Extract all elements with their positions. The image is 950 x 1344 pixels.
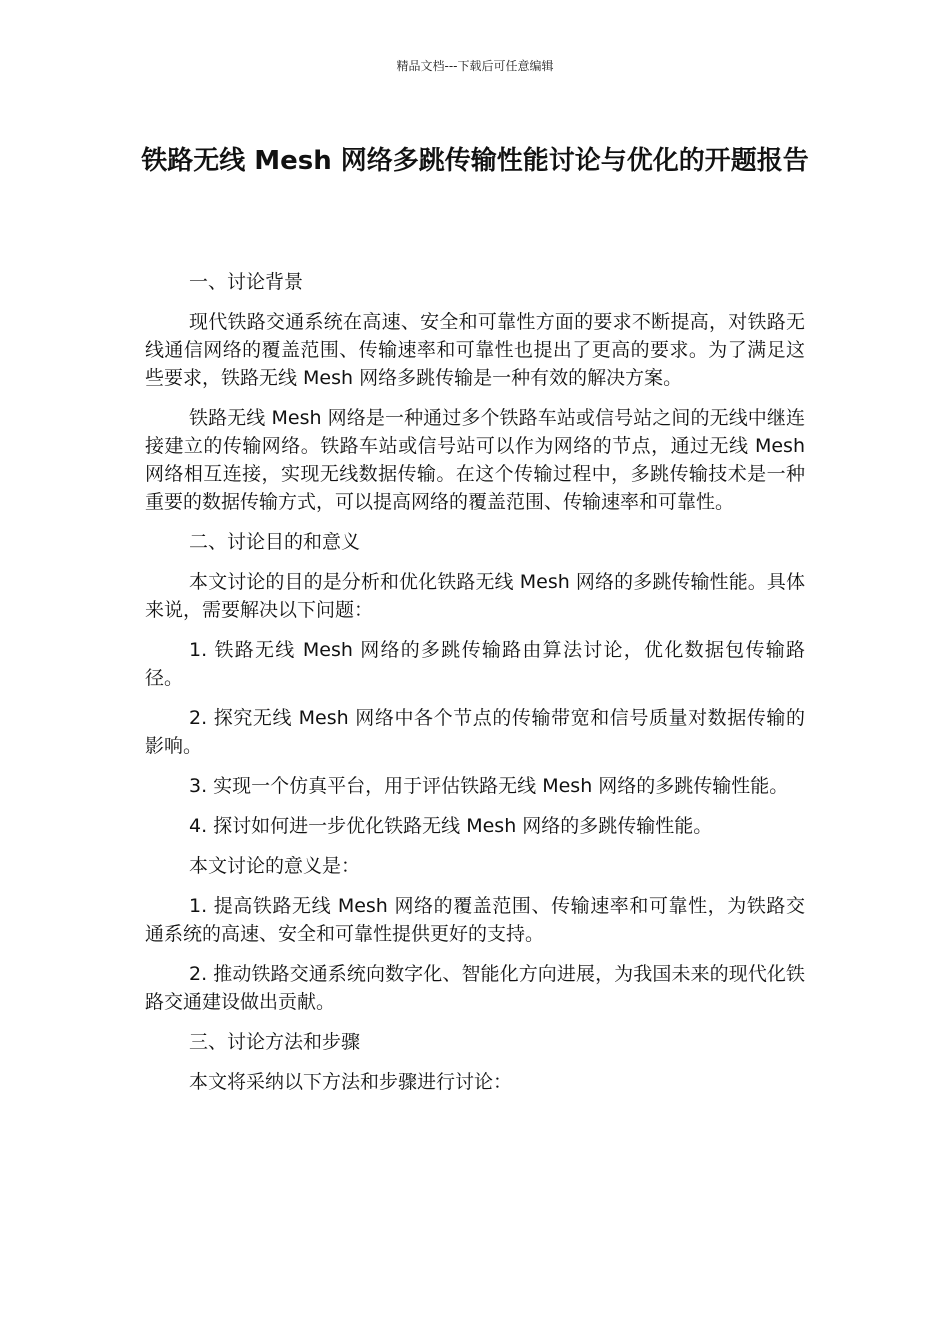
list-item-problem-4: 4. 探讨如何进一步优化铁路无线 Mesh 网络的多跳传输性能。: [189, 815, 713, 837]
list-item-problem-3: 3. 实现一个仿真平台，用于评估铁路无线 Mesh 网络的多跳传输性能。: [189, 775, 789, 797]
list-item-problem-2: 2. 探究无线 Mesh 网络中各个节点的传输带宽和信号质量对数据传输的影响。: [145, 707, 805, 757]
paragraph-background-1: 现代铁路交通系统在高速、安全和可靠性方面的要求不断提高，对铁路无线通信网络的覆盖范围、传输速率和可靠性也提出了更高的要求。为了满足这些要求，铁路无线 Mesh 网络多跳传输是一种有效的解决方案。: [145, 311, 805, 389]
paragraph-purpose-intro: 本文讨论的目的是分析和优化铁路无线 Mesh 网络的多跳传输性能。具体来说，需要解决以下问题：: [145, 571, 805, 621]
paragraph-significance-intro: 本文讨论的意义是：: [189, 855, 361, 877]
section-heading-purpose: 二、讨论目的和意义: [189, 531, 361, 553]
paragraph-background-2: 铁路无线 Mesh 网络是一种通过多个铁路车站或信号站之间的无线中继连接建立的传输网络。铁路车站或信号站可以作为网络的节点，通过无线 Mesh 网络相互连接，实现无线数据传输。在这个传输过程中，多跳传输技术是一种重要的数据传输方式，可以提高网络的覆盖范围、传输速率和可靠性。: [145, 407, 805, 513]
header-note: 精品文档---下载后可任意编辑: [396, 59, 554, 73]
document-body: [145, 268, 805, 1108]
document-title: 铁路无线 Mesh 网络多跳传输性能讨论与优化的开题报告: [141, 146, 809, 176]
list-item-significance-1: 1. 提高铁路无线 Mesh 网络的覆盖范围、传输速率和可靠性，为铁路交通系统的高速、安全和可靠性提供更好的支持。: [145, 895, 805, 945]
list-item-problem-1: 1. 铁路无线 Mesh 网络的多跳传输路由算法讨论，优化数据包传输路径。: [145, 639, 805, 689]
list-item-significance-2: 2. 推动铁路交通系统向数字化、智能化方向进展，为我国未来的现代化铁路交通建设做出贡献。: [145, 963, 805, 1013]
section-heading-methods: 三、讨论方法和步骤: [189, 1031, 361, 1053]
paragraph-methods-intro: 本文将采纳以下方法和步骤进行讨论：: [189, 1071, 513, 1093]
section-heading-background: 一、讨论背景: [189, 271, 304, 293]
